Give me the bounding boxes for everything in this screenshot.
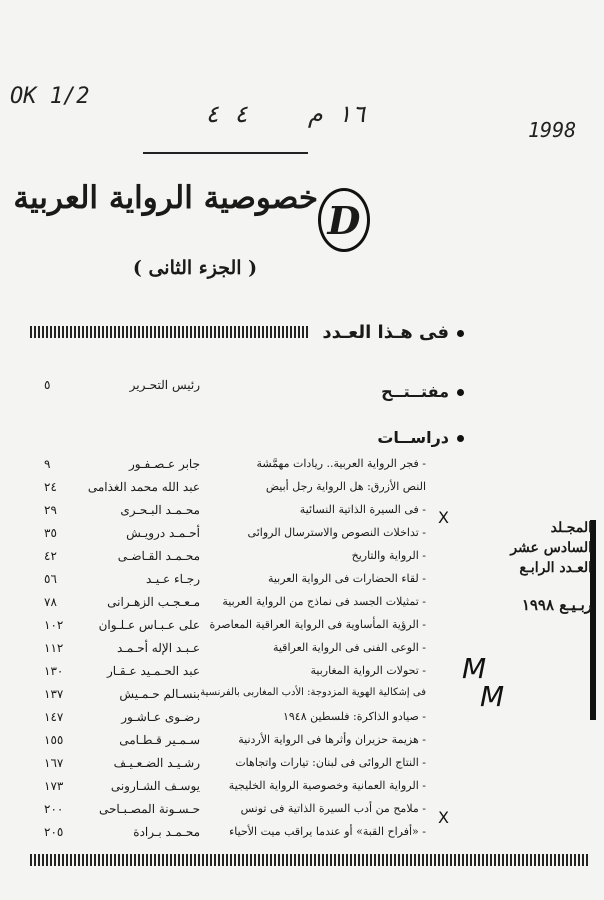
toc-row (0, 802, 604, 824)
toc-page: ٧٨ (44, 595, 57, 609)
journal-logo (318, 188, 370, 252)
toc-page: ٢٠٠ (44, 802, 64, 816)
toc-title: - ملامح من أدب السيرة الذاتية فى تونس (240, 802, 426, 815)
opening-row (0, 378, 604, 400)
toc-page: ٢٩ (44, 503, 57, 517)
toc-page: ٩ (44, 457, 51, 471)
toc-author: مـعـجـب الزهـرانى (107, 595, 200, 609)
toc-author: عبد الله محمد الغذامى (87, 480, 200, 494)
toc-row (0, 756, 604, 778)
toc-author: سـمـير قـطـامى (119, 733, 200, 747)
toc-row (0, 779, 604, 801)
handwritten-ref: OK 1/2 (10, 84, 90, 109)
toc-author: محـمـد القـاضـى (117, 549, 200, 563)
section-studies-label: دراســات (377, 428, 449, 447)
toc-author: جابر عـصـفـور (128, 457, 200, 471)
margin-x-mark: X (438, 808, 449, 827)
toc-title: - الرؤية المأساوية فى الرواية العراقية المعاصرة (209, 618, 426, 631)
toc-title: - صيادو الذاكرة: فلسطين ١٩٤٨ (282, 710, 426, 723)
toc-author: رشـيـد الضـعـيـف (113, 756, 200, 770)
top-rule (143, 152, 308, 154)
opening-author: رئيس التحـرير (129, 378, 200, 392)
toc-row (0, 618, 604, 640)
toc-page: ٥٦ (44, 572, 57, 586)
toc-row (0, 733, 604, 755)
margin-m-mark: M (480, 680, 505, 713)
handwritten-code-a: ٤ ٤ (205, 100, 249, 128)
toc-author: حـسـونة المصـبـاحى (98, 802, 200, 816)
sidebar-volume-number: السادس عشر (510, 540, 592, 556)
toc-page: ١٣٧ (44, 687, 64, 701)
toc-title: - الرواية العمانية وخصوصية الرواية الخليجية (228, 779, 426, 792)
toc-title: فى إشكالية الهوية المزدوجة: الأدب المغاربى بالفرنسية (200, 687, 426, 698)
toc-author: رجـاء عـيـد (146, 572, 200, 586)
toc-row (0, 687, 604, 709)
toc-page: ٢٤ (44, 480, 57, 494)
toc-page: ١١٢ (44, 641, 64, 655)
bullet-icon (457, 330, 464, 337)
section-opening-label: مفتــتــح (381, 382, 449, 401)
toc-row (0, 825, 604, 847)
toc-page: ١٠٢ (44, 618, 64, 632)
logo-letter: D (327, 197, 361, 243)
toc-page: ١٥٥ (44, 733, 64, 747)
toc-page: ١٧٣ (44, 779, 64, 793)
toc-page: ١٣٠ (44, 664, 64, 678)
toc-author: محـمـد بـرادة (133, 825, 200, 839)
sidebar-volume: المجـلد (550, 520, 592, 536)
toc-row (0, 710, 604, 732)
toc-author: أحـمـد درويـش (126, 526, 200, 540)
section-in-issue (322, 322, 464, 343)
toc-title: - لقاء الحضارات فى الرواية العربية (267, 572, 426, 585)
toc-author: عبد الحـمـيد عـقـار (106, 664, 200, 678)
toc-title: - تداخلات النصوص والاسترسال الروائى (247, 526, 426, 539)
toc-title: - «أفراح القبة» أو عندما يراقب ميت الأحياء (229, 825, 426, 838)
toc-author: محـمـد البـحـرى (120, 503, 200, 517)
toc-row (0, 457, 604, 479)
toc-author: يوسـف الشـارونى (110, 779, 200, 793)
sidebar-season: ربـيـع ١٩٩٨ (521, 596, 592, 614)
toc-page: ١٦٧ (44, 756, 64, 770)
toc-page: ٢٠٥ (44, 825, 64, 839)
bottom-stripe (30, 854, 590, 866)
page-title: خصوصية الرواية العربية (13, 180, 318, 216)
opening-page: ٥ (44, 378, 51, 392)
handwritten-code-b: ١٦ م (308, 100, 366, 128)
handwritten-year: 1998 (528, 118, 577, 142)
margin-x-mark: X (438, 508, 449, 527)
toc-title: - هزيمة حزيران وأثرها فى الرواية الأردنية (238, 733, 426, 746)
page-subtitle: ( الجزء الثانى ) (132, 257, 258, 279)
toc-author: رضـوى عـاشـور (121, 710, 200, 724)
toc-title: - فى السيرة الذاتية النسائية (299, 503, 426, 516)
toc-title: - النتاج الروائى فى لبنان: تيارات واتجاهات (235, 756, 426, 769)
toc-title: - الوعى الفنى فى الرواية العراقية (272, 641, 426, 654)
bullet-icon (457, 435, 464, 442)
section-stripe (30, 326, 310, 338)
toc-author: على عـبـاس عـلـوان (98, 618, 200, 632)
toc-row (0, 480, 604, 502)
toc-title: - تمثيلات الجسد فى نماذج من الرواية العربية (222, 595, 426, 608)
toc-title: النص الأزرق: هل الرواية رجل أبيض (265, 480, 426, 493)
toc-author: بنسـالم حـمـيش (119, 687, 200, 701)
toc-page: ٤٢ (44, 549, 57, 563)
toc-row (0, 641, 604, 663)
toc-page: ٣٥ (44, 526, 57, 540)
toc-title: - الرواية والتاريخ (351, 549, 426, 562)
section-in-issue-label: فى هـذا العـدد (322, 322, 449, 343)
toc-page: ١٤٧ (44, 710, 64, 724)
section-studies (377, 428, 464, 447)
toc-title: - فجر الرواية العربية.. ريادات مهمَّشة (256, 457, 426, 470)
toc-author: عـبـد الإله أحـمـد (116, 641, 200, 655)
toc-row (0, 664, 604, 686)
sidebar-issue: العـدد الرابـع (519, 560, 592, 576)
margin-m-mark: M (462, 652, 487, 685)
toc-title: - تحولات الرواية المغاربية (310, 664, 426, 677)
